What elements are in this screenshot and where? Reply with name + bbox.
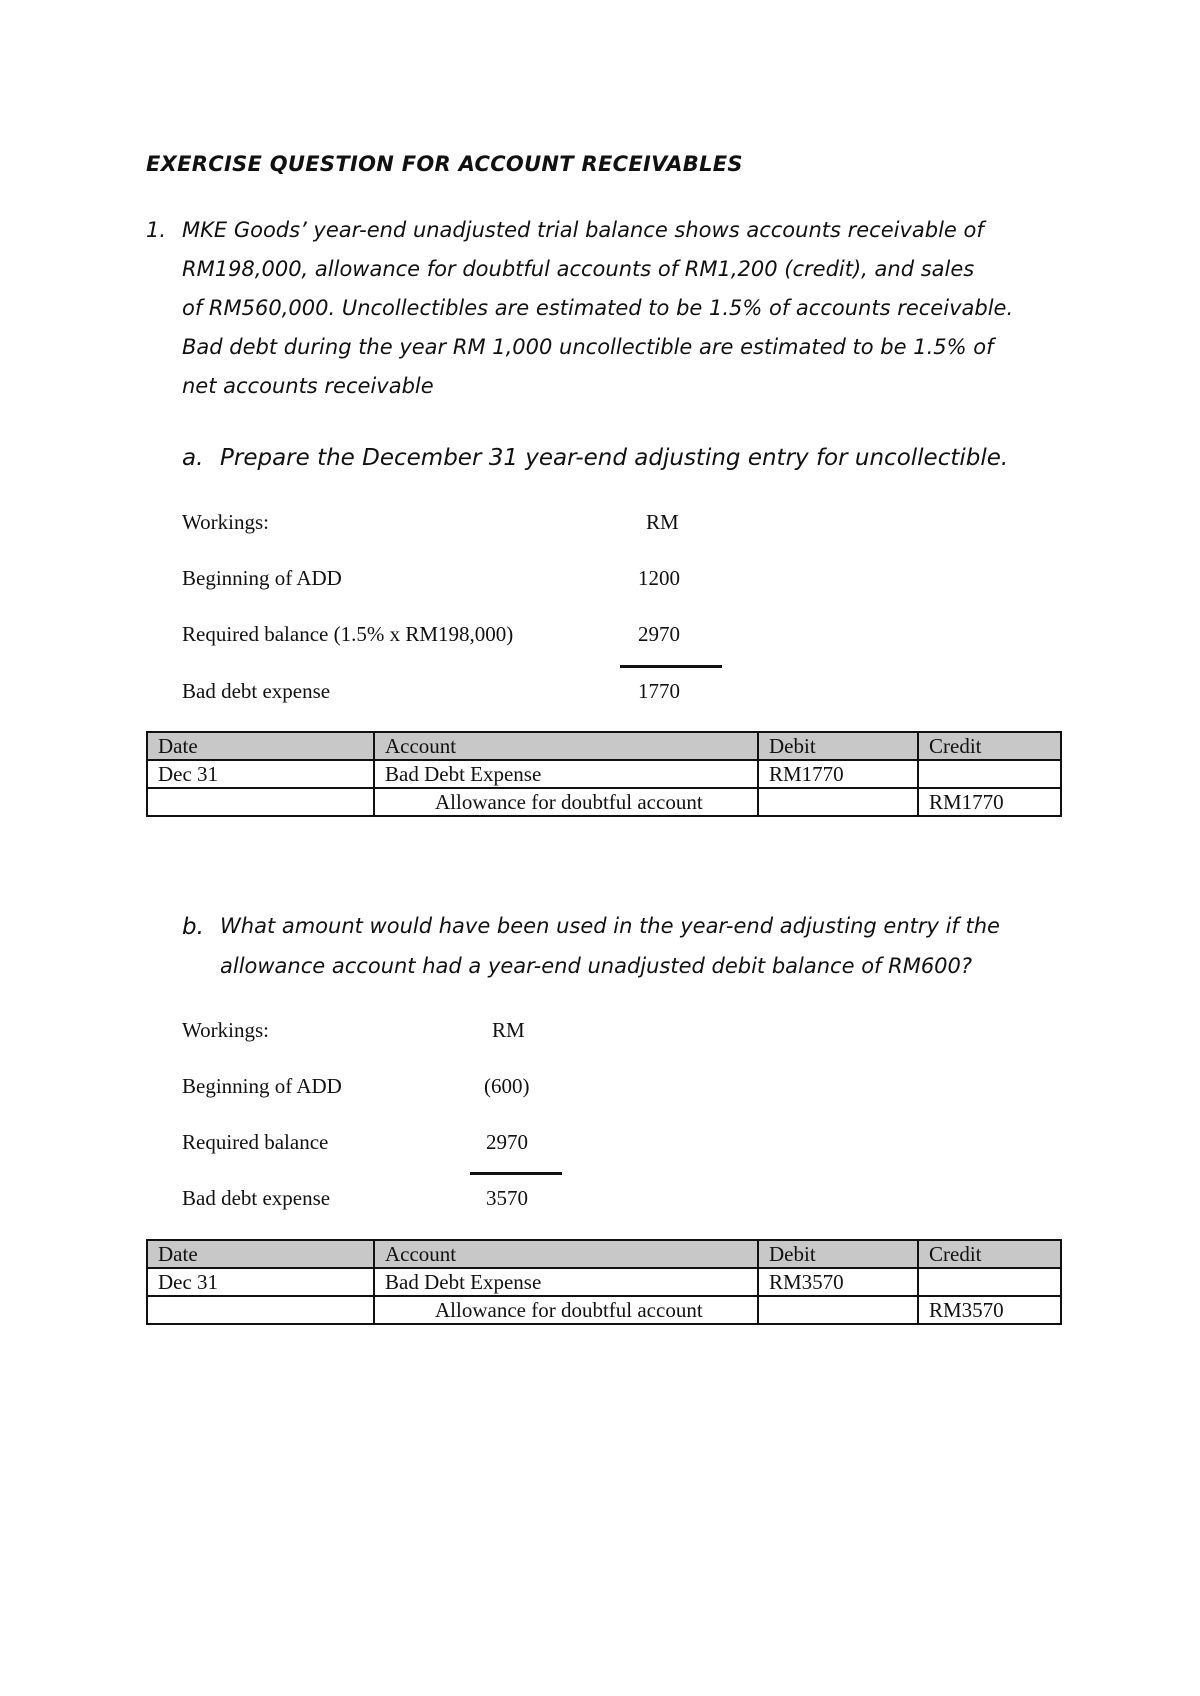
total-underline [470,1172,562,1175]
workings-row-label: Beginning of ADD [182,566,342,590]
workings-row-label: Beginning of ADD [182,1074,342,1098]
workings-heading: Workings: [182,510,269,534]
journal-row [147,1268,1061,1296]
workings-row-value: 1200 [638,566,680,590]
question-line: RM198,000, allowance for doubtful accounts of RM1,200 (credit), and sales [182,257,975,281]
workings-row-value: 3570 [486,1186,528,1210]
workings-row-label: Bad debt expense [182,1186,331,1210]
workings-row-value: 1770 [638,679,680,703]
cell-date [147,788,374,816]
workings-row-value: (600) [484,1074,530,1098]
question-number: 1. [146,218,167,242]
workings-row-value: 2970 [486,1130,528,1154]
workings-row-label: Required balance [182,1130,329,1154]
cell-debit: RM1770 [758,760,918,788]
part-b-label: b. [182,914,204,940]
cell-date: Dec 31 [147,1268,374,1296]
header-debit: Debit [758,1240,918,1268]
header-date: Date [147,732,374,760]
header-account: Account [374,1240,758,1268]
cell-account: Allowance for doubtful account [374,788,758,816]
cell-account: Bad Debt Expense [374,760,758,788]
total-underline [620,665,722,668]
header-debit: Debit [758,732,918,760]
question-line: net accounts receivable [182,374,434,398]
workings-row-label: Bad debt expense [182,679,331,703]
workings-unit: RM [492,1018,525,1042]
journal-row [147,1296,1061,1324]
question-line: of RM560,000. Uncollectibles are estimated to be 1.5% of accounts receivable. [182,296,1014,320]
journal-table-a [146,731,1062,817]
part-b-question-line: allowance account had a year-end unadjusted debit balance of RM600? [220,954,973,978]
header-account: Account [374,732,758,760]
part-a-label: a. [182,445,204,471]
cell-credit: RM1770 [918,788,1061,816]
cell-date: Dec 31 [147,760,374,788]
cell-credit [918,760,1061,788]
header-date: Date [147,1240,374,1268]
header-credit: Credit [918,732,1061,760]
cell-debit [758,1296,918,1324]
part-a-question: Prepare the December 31 year-end adjusting entry for uncollectible. [220,445,1009,471]
workings-row-value: 2970 [638,622,680,646]
question-line: Bad debt during the year RM 1,000 uncollectible are estimated to be 1.5% of [182,335,994,359]
journal-table-b [146,1239,1062,1325]
document-title: EXERCISE QUESTION FOR ACCOUNT RECEIVABLES [146,152,743,176]
workings-row-label: Required balance (1.5% x RM198,000) [182,622,514,646]
workings-heading: Workings: [182,1018,269,1042]
cell-debit: RM3570 [758,1268,918,1296]
workings-unit: RM [646,510,679,534]
cell-credit: RM3570 [918,1296,1061,1324]
cell-debit [758,788,918,816]
cell-credit [918,1268,1061,1296]
journal-row [147,760,1061,788]
header-credit: Credit [918,1240,1061,1268]
question-line: MKE Goods’ year-end unadjusted trial balance shows accounts receivable of [182,218,984,242]
journal-header-row [147,732,1061,760]
part-b-question-line: What amount would have been used in the year-end adjusting entry if the [220,914,1000,938]
cell-account: Allowance for doubtful account [374,1296,758,1324]
journal-row [147,788,1061,816]
cell-account: Bad Debt Expense [374,1268,758,1296]
journal-header-row [147,1240,1061,1268]
cell-date [147,1296,374,1324]
